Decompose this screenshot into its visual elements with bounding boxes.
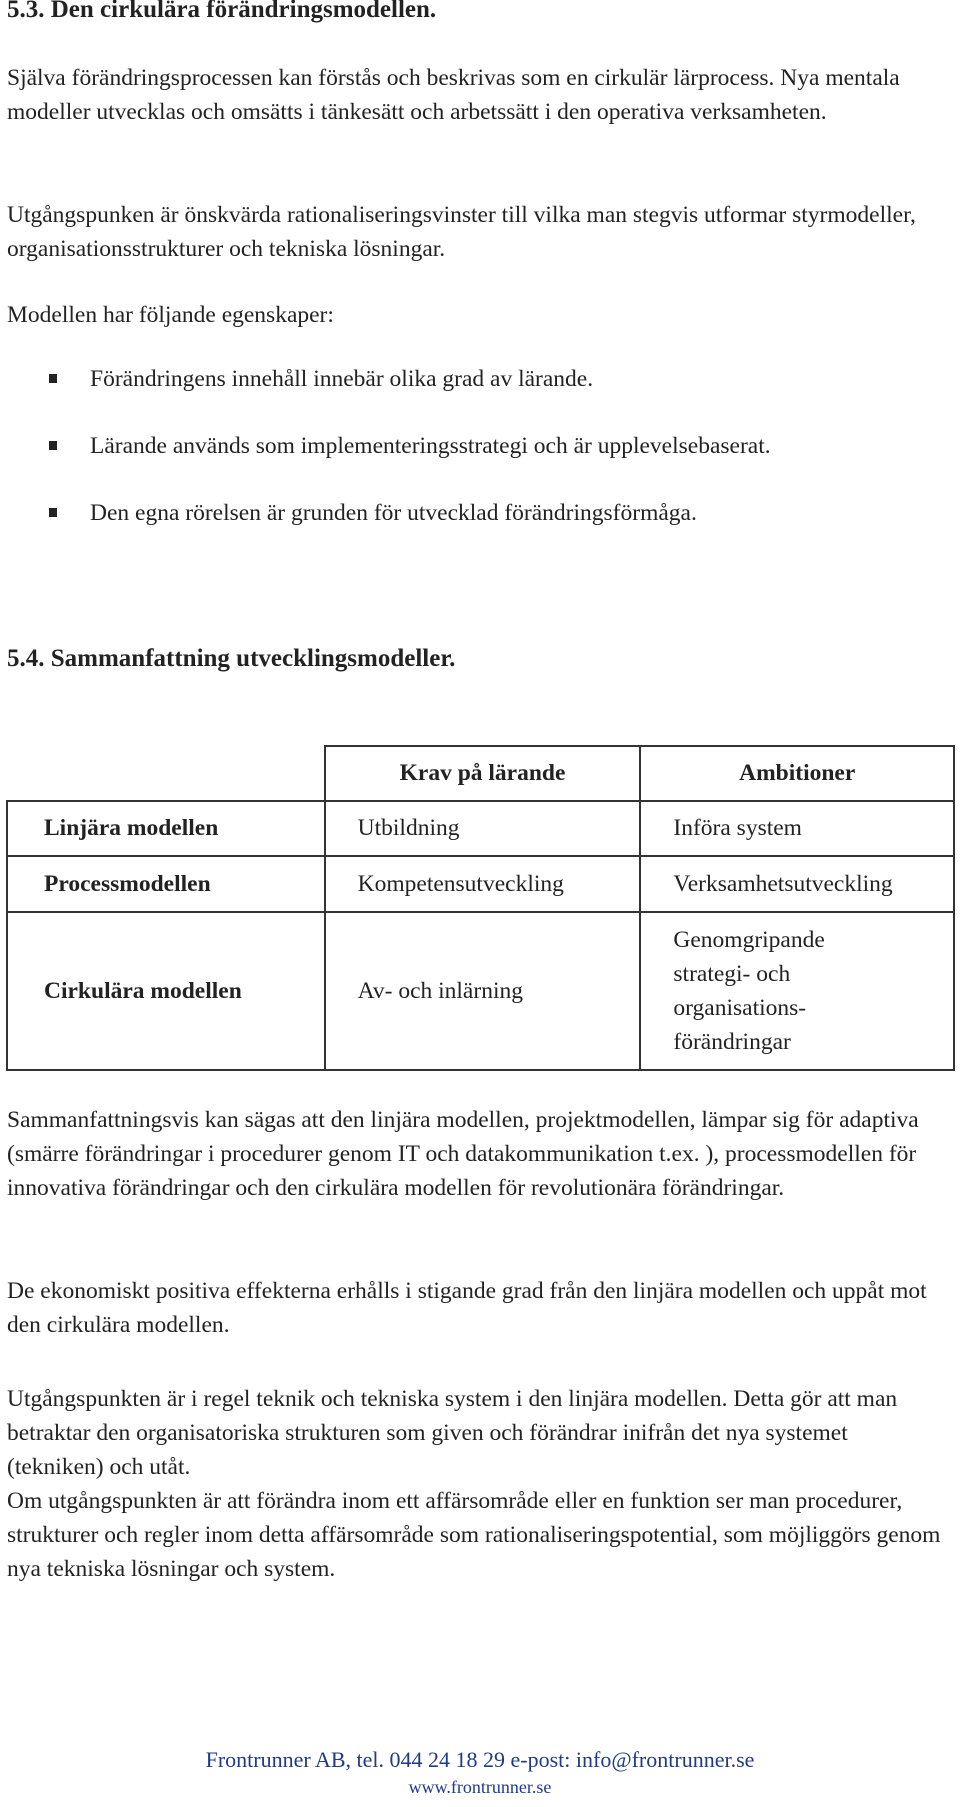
paragraph: De ekonomiskt positiva effekterna erhålls i stigande grad från den linjära modellen och uppåt mot den cirkulära modellen. [7, 1278, 927, 1338]
table-header-ambitioner: Ambitioner [640, 746, 954, 801]
section-heading-5-3: 5.3. Den cirkulära förändringsmodellen. [7, 0, 437, 23]
table-cell-model: Cirkulära modellen [7, 912, 325, 1070]
paragraph: Modellen har följande egenskaper: [7, 302, 334, 328]
paragraph: Om utgångspunkten är att förändra inom ett affärsområde eller en funktion ser man procedurer, strukturer och regler inom detta affärsområde som rationaliseringspotential, som möjliggörs genom nya tekniska lösningar och system. [7, 1488, 941, 1582]
list-item [0, 496, 960, 563]
bullet-square-icon [49, 441, 57, 450]
table-cell-model: Processmodellen [7, 856, 325, 912]
list-item [0, 362, 960, 429]
property-list [0, 362, 960, 563]
section-heading-5-4: 5.4. Sammanfattning utvecklingsmodeller. [7, 645, 456, 672]
bullet-square-icon [49, 374, 57, 383]
list-item-text: Förändringens innehåll innebär olika grad av lärande. [90, 366, 594, 392]
paragraph: Själva förändringsprocessen kan förstås och beskrivas som en cirkulär lärprocess. Nya mentala modeller utvecklas och omsätts i tänkesätt och arbetssätt i den operativa verksamheten. [7, 65, 900, 125]
table-row [7, 801, 954, 856]
paragraph: Utgångspunken är önskvärda rationaliseringsvinster till vilka man stegvis utformar styrmodeller, organisationsstrukturer och tekniska lösningar. [7, 202, 916, 262]
list-item-text: Den egna rörelsen är grunden för utvecklad förändringsförmåga. [90, 500, 697, 526]
footer-website-link[interactable]: www.frontrunner.se [408, 1777, 552, 1797]
bullet-square-icon [49, 508, 57, 517]
list-item [0, 429, 960, 496]
table-cell-krav: Utbildning [325, 801, 641, 856]
table-cell-krav: Kompetensutveckling [325, 856, 641, 912]
table-cell-ambition: Införa system [640, 801, 954, 856]
table-header-row [7, 746, 954, 801]
table-row [7, 856, 954, 912]
table-cell-krav: Av- och inlärning [325, 912, 641, 1070]
ambition-line: Genomgripande [673, 927, 825, 953]
paragraph: Sammanfattningsvis kan sägas att den linjära modellen, projektmodellen, lämpar sig för adaptiva (smärre förändringar i procedurer genom IT och datakommunikation t.ex. ), processmodellen för innovativa förändringar och den cirkulära modellen för revolutionära förändringar. [7, 1107, 919, 1201]
table-header-empty [7, 746, 325, 801]
table-cell-ambition: Verksamhetsutveckling [640, 856, 954, 912]
paragraph: Utgångspunkten är i regel teknik och tekniska system i den linjära modellen. Detta gör att man betraktar den organisatoriska strukturen som given och förändrar inifrån det nya systemet (tekniken) och utåt. [7, 1386, 898, 1480]
ambition-line: förändringar [673, 1029, 791, 1055]
ambition-line: organisations- [673, 995, 807, 1021]
footer-contact: Frontrunner AB, tel. 044 24 18 29 e-post: info@frontrunner.se [205, 1747, 755, 1772]
table-cell-ambition [640, 912, 954, 1070]
ambition-line: strategi- och [673, 961, 791, 987]
table-header-krav: Krav på lärande [325, 746, 641, 801]
table-row [7, 912, 954, 1070]
table-cell-model: Linjära modellen [7, 801, 325, 856]
list-item-text: Lärande används som implementeringsstrategi och är upplevelsebaserat. [90, 433, 771, 459]
summary-table [6, 745, 955, 1071]
